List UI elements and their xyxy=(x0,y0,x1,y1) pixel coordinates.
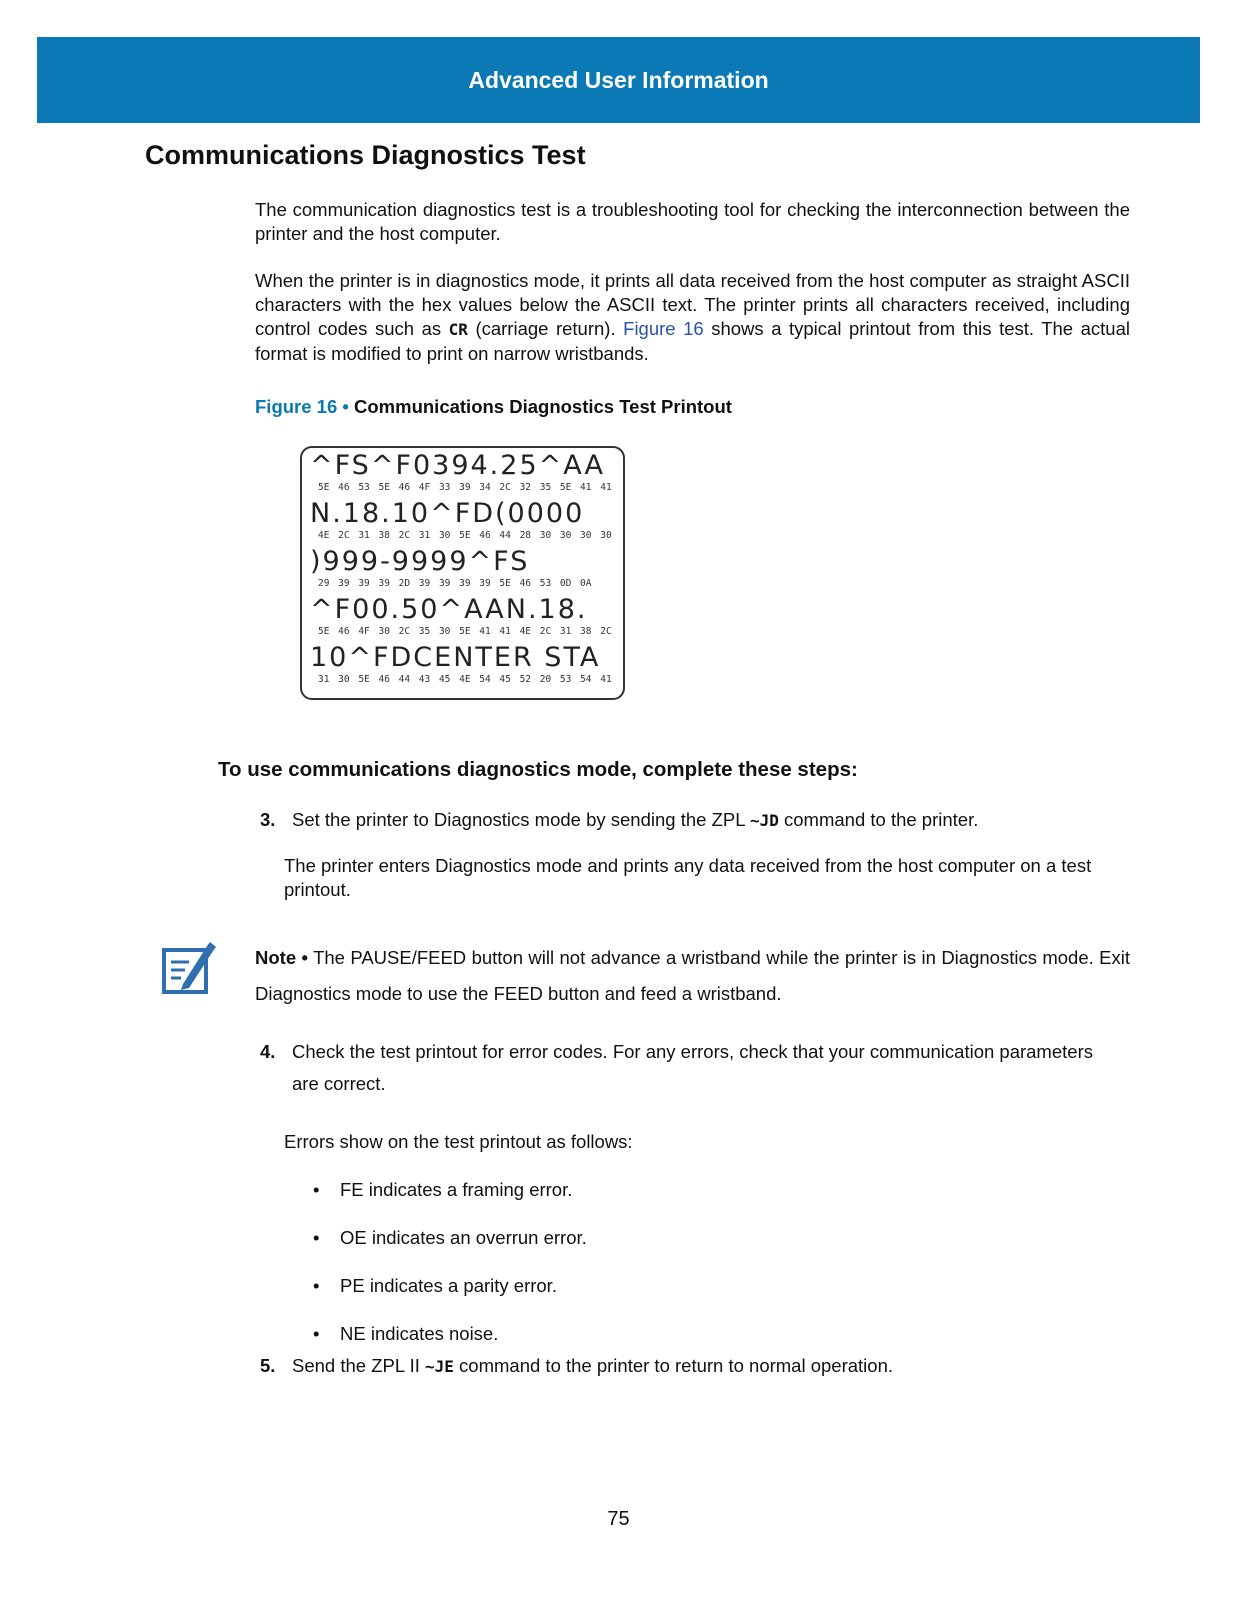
intro-p2-end: shows a typical printout from this test. The actual format is modified to print on narrow wristbands. xyxy=(255,318,1130,364)
code-jd: ~JD xyxy=(749,811,779,830)
list-item-text: PE indicates a parity error. xyxy=(340,1275,557,1296)
printout-hex-line: 5E 46 53 5E 46 4F 33 39 34 2C 32 35 5E 41 41 xyxy=(318,482,612,493)
banner-title: Advanced User Information xyxy=(468,66,769,93)
step-text xyxy=(292,1350,1102,1383)
step-number: 5. xyxy=(260,1355,276,1376)
step-4-detail: Errors show on the test printout as follows: xyxy=(284,1131,633,1152)
figure-caption-text: Communications Diagnostics Test Printout xyxy=(354,396,732,417)
step-5-after: command to the printer to return to normal operation. xyxy=(453,1355,894,1376)
list-item-text: NE indicates noise. xyxy=(340,1323,499,1344)
printout-ascii-line: 10^FDCENTER STA xyxy=(310,644,601,672)
printout-ascii-line: )999-9999^FS xyxy=(310,548,530,576)
printout-hex-line: 31 30 5E 46 44 43 45 4E 54 45 52 20 53 54 41 xyxy=(318,674,612,685)
step-3-after: command to the printer. xyxy=(778,809,979,830)
printout-ascii-line: ^F00.50^AAN.18. xyxy=(310,596,588,624)
bullet-icon: • xyxy=(313,1323,320,1344)
figure-label: Figure 16 • xyxy=(255,396,349,417)
steps-heading: To use communications diagnostics mode, complete these steps: xyxy=(218,758,858,781)
diagnostics-printout-figure xyxy=(300,446,625,700)
intro-paragraph-1: The communication diagnostics test is a troubleshooting tool for checking the interconnection between the printer and the host computer. xyxy=(255,199,1130,244)
page-title: Communications Diagnostics Test xyxy=(145,140,586,170)
figure-caption xyxy=(255,396,732,418)
step-3-detail: The printer enters Diagnostics mode and prints any data received from the host computer on a test printout. xyxy=(284,855,1092,900)
note-label: Note • xyxy=(255,947,308,968)
step-number: 4. xyxy=(260,1041,276,1062)
page-number: 75 xyxy=(607,1508,630,1530)
code-je: ~JE xyxy=(425,1357,454,1376)
note-body: The PAUSE/FEED button will not advance a wristband while the printer is in Diagnostics mode. Exit Diagnostics mode to use the FEED button and feed a wristband. xyxy=(255,947,1131,1004)
bullet-icon: • xyxy=(313,1275,320,1296)
note-text xyxy=(255,940,1130,1012)
printout-ascii-line: N.18.10^FD(0000 xyxy=(310,500,585,528)
code-cr: CR xyxy=(448,320,468,339)
intro-paragraph-2 xyxy=(255,269,1130,366)
printout-ascii-line: ^FS^F0394.25^AA xyxy=(310,452,605,480)
intro-p2-text: When the printer is in diagnostics mode, it prints all data received from the host computer as straight ASCII characters with the hex values below the ASCII text. The printer prints all characters received, including control codes such as xyxy=(255,270,1130,339)
bullet-icon: • xyxy=(313,1179,320,1200)
printout-hex-line: 4E 2C 31 38 2C 31 30 5E 46 44 28 30 30 30 30 xyxy=(318,530,612,541)
step-text: Check the test printout for error codes. For any errors, check that your communication parameters are correct. xyxy=(292,1041,1093,1094)
list-item-text: FE indicates a framing error. xyxy=(340,1179,573,1200)
bullet-icon: • xyxy=(313,1227,320,1248)
figure-16-link[interactable]: Figure 16 xyxy=(623,318,704,339)
step-text xyxy=(292,804,1102,837)
intro-p2-middle: (carriage return). xyxy=(467,318,624,339)
step-number: 3. xyxy=(260,809,276,830)
step-5-before: Send the ZPL II xyxy=(292,1355,426,1376)
printout-hex-line: 29 39 39 39 2D 39 39 39 39 5E 46 53 0D 0A xyxy=(318,578,592,589)
note-pencil-icon xyxy=(161,940,217,998)
header-banner xyxy=(37,37,1200,123)
step-3-before: Set the printer to Diagnostics mode by sending the ZPL xyxy=(292,809,750,830)
list-item-text: OE indicates an overrun error. xyxy=(340,1227,587,1248)
printout-hex-line: 5E 46 4F 30 2C 35 30 5E 41 41 4E 2C 31 38 2C xyxy=(318,626,612,637)
